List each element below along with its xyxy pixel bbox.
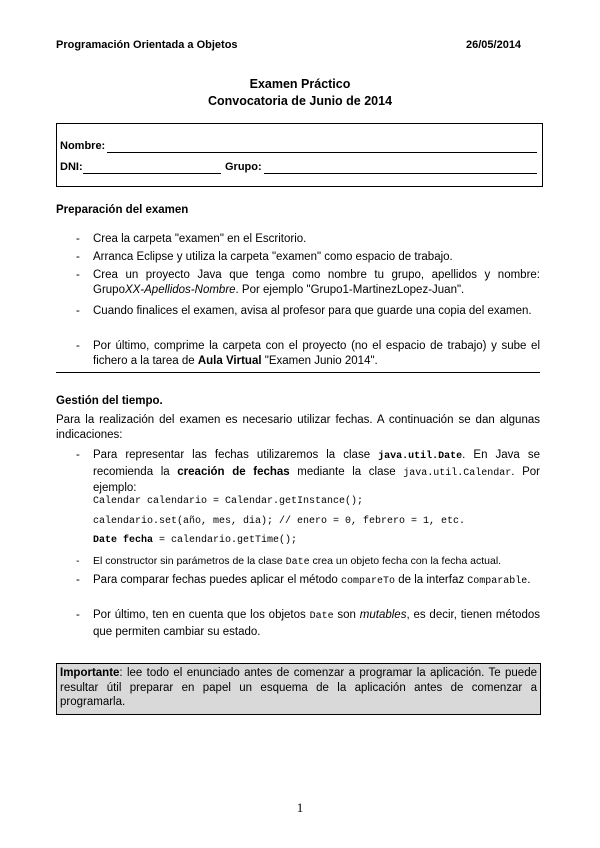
dni-label: DNI: xyxy=(60,161,83,173)
code-line: Date fecha = calendario.getTime(); xyxy=(93,535,298,546)
page-number: 1 xyxy=(296,800,304,815)
group-line xyxy=(264,173,537,174)
exam-subtitle: Convocatoria de Junio de 2014 xyxy=(207,94,393,108)
code-line: calendario.set(año, mes, dia); // enero = 0, febrero = 1, etc. xyxy=(93,516,466,527)
dni-line xyxy=(83,173,221,174)
code-line: Calendar calendario = Calendar.getInstance(); xyxy=(93,496,364,507)
time-intro: Para la realización del examen es necesario utilizar fechas. A continuación se dan algunas indicaciones: xyxy=(56,414,540,441)
name-label: Nombre: xyxy=(60,140,106,152)
group-label: Grupo: xyxy=(225,161,262,173)
section-divider xyxy=(56,372,540,373)
exam-title: Examen Práctico xyxy=(249,77,351,91)
date-header: 26/05/2014 xyxy=(466,39,522,51)
prep-heading: Preparación del examen xyxy=(56,204,189,216)
course-header: Programación Orientada a Objetos xyxy=(56,39,238,51)
time-heading: Gestión del tiempo. xyxy=(56,395,163,407)
important-note: Importante: lee todo el enunciado antes de comenzar a programar la aplicación. Te puede resultar útil preparar en papel un esquema de la aplicación antes de comenzar a programarla. xyxy=(56,663,541,715)
name-line xyxy=(107,152,537,153)
student-info-box xyxy=(56,123,543,187)
